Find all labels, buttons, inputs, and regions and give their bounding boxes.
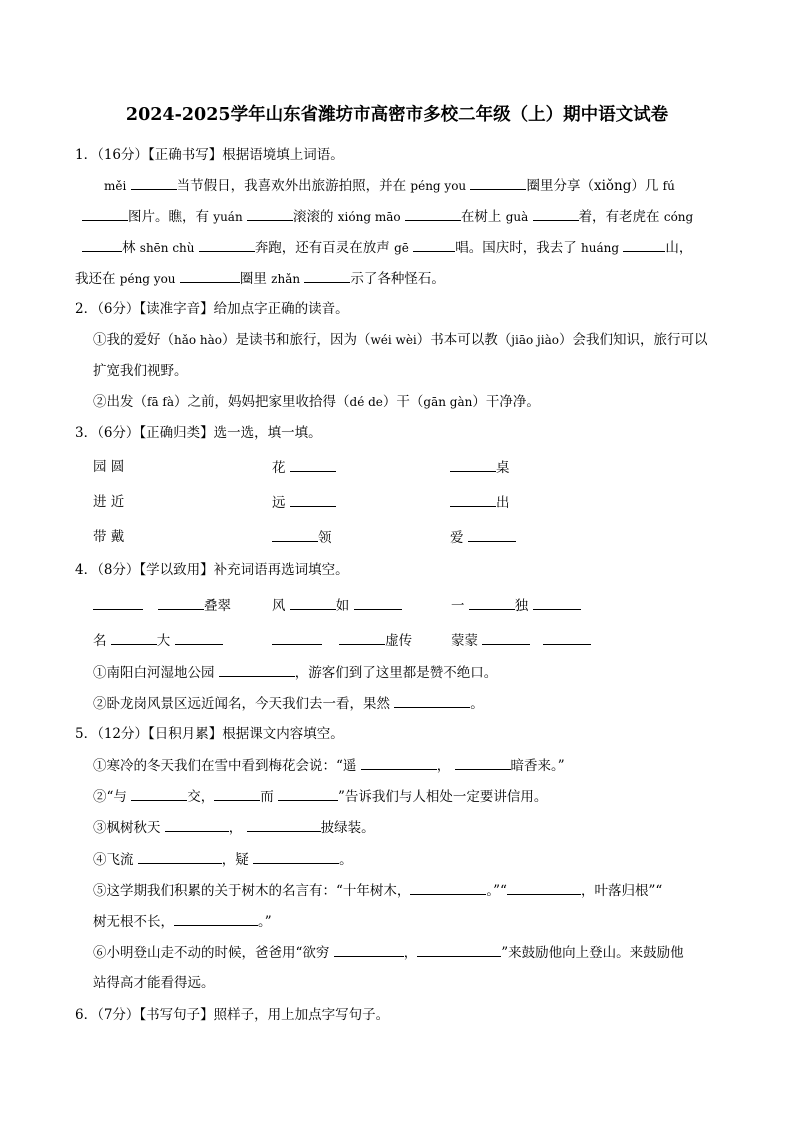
text: 当节假日，我喜欢外出旅游拍照，并在 (176, 178, 407, 194)
pinyin: huáng (581, 241, 620, 255)
text: 滚滚的 (292, 209, 334, 225)
text: 交， (187, 789, 215, 805)
text: ）之前，妈妈把家里收拾得（ (174, 394, 350, 410)
q2-line-2: 扩宽我们视野。 (93, 363, 188, 379)
text: ，游客们到了这里都是赞不绝口。 (294, 665, 498, 681)
blank[interactable] (158, 596, 204, 610)
q1-line-4 (75, 269, 445, 288)
q4-word (93, 631, 223, 650)
pinyin: fú (662, 179, 675, 193)
q5-sentence-4 (93, 850, 353, 869)
q3-pair-3: 带 戴 (93, 529, 125, 545)
blank[interactable] (272, 528, 318, 542)
pinyin: péng you (410, 179, 467, 193)
q5-number: 5． (75, 726, 98, 742)
blank[interactable] (174, 912, 258, 926)
blank[interactable] (623, 238, 665, 252)
blank[interactable] (247, 207, 293, 221)
blank[interactable] (533, 596, 581, 610)
pinyin-options: gān gàn (423, 395, 473, 409)
text: 出 (496, 495, 510, 511)
blank[interactable] (354, 596, 402, 610)
blank[interactable] (468, 528, 516, 542)
q4-sentence-1 (93, 663, 497, 682)
blank[interactable] (180, 269, 240, 283)
blank[interactable] (482, 631, 530, 645)
blank[interactable] (219, 663, 295, 677)
q6-header (75, 1006, 389, 1024)
q4-word (272, 631, 412, 650)
q1-line-1 (104, 176, 675, 195)
text: ③枫树秋天 (93, 820, 161, 836)
text: 独 (514, 598, 529, 614)
text: ， (436, 758, 451, 774)
text: 爱 (450, 530, 464, 546)
blank[interactable] (361, 756, 437, 770)
text: 桌 (496, 460, 510, 476)
q3-item (450, 493, 510, 512)
text: 着，有老虎在 (578, 209, 660, 225)
text: 大 (156, 633, 171, 649)
pinyin: cóng (663, 210, 694, 224)
pinyin-options: fā fà (147, 395, 175, 409)
text: 。 (470, 696, 484, 712)
pinyin: péng you (119, 272, 176, 286)
text: 而 (260, 789, 274, 805)
text: ”来鼓励他向上登山。来鼓励他 (501, 945, 684, 961)
blank[interactable] (131, 176, 177, 190)
blank[interactable] (111, 631, 157, 645)
q2-line-1 (93, 331, 707, 349)
blank[interactable] (290, 458, 336, 472)
q1-heading: （16分）【正确书写】根据语境填上词语。 (97, 147, 344, 163)
text: ④飞流 (93, 852, 134, 868)
text: 花 (272, 460, 286, 476)
blank[interactable] (131, 787, 187, 801)
pinyin-options: wéi wèi (370, 333, 417, 347)
text: ②卧龙岗风景区远近闻名，今天我们去一看，果然 (93, 696, 390, 712)
q1-line-3 (82, 238, 692, 257)
blank[interactable] (304, 269, 350, 283)
q3-item (272, 458, 336, 477)
q4-word (451, 631, 591, 650)
pinyin-options: dé de (349, 395, 383, 409)
pinyin: měi (104, 179, 127, 193)
blank[interactable] (410, 881, 486, 895)
q1-number: 1． (75, 147, 98, 163)
text: ）干净净。 (472, 394, 540, 410)
blank[interactable] (417, 943, 501, 957)
q3-item (450, 458, 510, 477)
blank[interactable] (290, 596, 336, 610)
text: ）是读书和旅行，因为（ (222, 332, 371, 348)
blank[interactable] (543, 631, 591, 645)
q4-word (158, 596, 231, 615)
blank[interactable] (165, 818, 229, 832)
q4-word (451, 596, 581, 615)
q3-item (450, 528, 516, 547)
q3-number: 3． (75, 425, 98, 441)
blank[interactable] (533, 207, 579, 221)
q5-header (75, 725, 344, 743)
pinyin-options: hǎo hào (174, 333, 223, 347)
text: 。”“ (486, 883, 507, 899)
q4-number: 4． (75, 562, 98, 578)
blank[interactable] (290, 493, 336, 507)
text: 风 (272, 598, 286, 614)
q5-sentence-8: 站得高才能看得远。 (93, 975, 215, 991)
q3-header (75, 424, 322, 442)
text: 示了各种怪石。 (350, 271, 445, 287)
q3-item (272, 528, 332, 547)
q4-word (93, 596, 143, 615)
text: 暗香来。” (510, 758, 565, 774)
q2-heading: （6分）【读准字音】给加点字正确的读音。 (97, 301, 349, 317)
q5-sentence-7 (93, 943, 684, 962)
blank[interactable] (450, 458, 496, 472)
pinyin: yuán (213, 210, 243, 224)
blank[interactable] (82, 238, 122, 252)
q2-line-3 (93, 393, 540, 411)
text: 名 (93, 633, 107, 649)
blank[interactable] (470, 176, 526, 190)
text: ①我的爱好（ (93, 332, 174, 348)
blank[interactable] (199, 238, 255, 252)
q4-header (75, 561, 349, 579)
text: 领 (318, 530, 332, 546)
blank[interactable] (175, 631, 223, 645)
q2-header (75, 300, 349, 318)
text: 远 (272, 495, 286, 511)
q2-number: 2． (75, 301, 98, 317)
text: 树无根不长， (93, 914, 174, 930)
blank[interactable] (253, 850, 339, 864)
text: ）书本可以教（ (416, 332, 512, 348)
text: 我还在 (75, 271, 116, 287)
pinyin: shēn chù (139, 241, 195, 255)
text: ”告诉我们与人相处一定要讲信用。 (338, 789, 548, 805)
text: 。” (258, 914, 272, 930)
text: ）干（ (382, 394, 424, 410)
q3-heading: （6分）【正确归类】选一选，填一填。 (97, 425, 322, 441)
pinyin-options: jiāo jiào (511, 333, 559, 347)
blank[interactable] (450, 493, 496, 507)
blank[interactable] (138, 850, 222, 864)
text: 奔跑，还有百灵在放声 (254, 240, 390, 256)
text: 叠翠 (204, 598, 231, 614)
q5-sentence-2 (93, 787, 547, 806)
q5-sentence-5 (93, 881, 662, 900)
pinyin: guà (505, 210, 529, 224)
q3-pair-2: 进 近 (93, 494, 125, 510)
blank[interactable] (334, 943, 404, 957)
q4-word (272, 596, 402, 615)
blank[interactable] (405, 207, 461, 221)
pinyin: zhǎn (271, 272, 301, 286)
q1-header (75, 146, 344, 164)
q3-item (272, 493, 336, 512)
text: 披绿装。 (320, 820, 375, 836)
text: 。 (339, 852, 353, 868)
blank[interactable] (82, 207, 128, 221)
text: ⑤这学期我们积累的关于树木的名言有：“十年树木， (93, 883, 411, 899)
q5-sentence-1 (93, 756, 565, 775)
text: 唱。国庆时，我去了 (455, 240, 577, 256)
blank[interactable] (507, 881, 581, 895)
q5-sentence-6 (93, 912, 272, 931)
blank[interactable] (339, 631, 385, 645)
text: ①寒冷的冬天我们在雪中看到梅花会说：“遥 (93, 758, 357, 774)
blank[interactable] (278, 787, 338, 801)
blank[interactable] (413, 238, 455, 252)
blank[interactable] (455, 756, 511, 770)
text: ， (228, 820, 243, 836)
q5-heading: （12分）【日积月累】根据课文内容填空。 (97, 726, 344, 742)
text: 林 (122, 240, 136, 256)
text: ， (403, 945, 418, 961)
text: 如 (335, 598, 350, 614)
text: ②出发（ (93, 394, 147, 410)
text: ，疑 (221, 852, 249, 868)
blank[interactable] (247, 818, 321, 832)
q5-sentence-3 (93, 818, 375, 837)
q4-heading: （8分）【学以致用】补充词语再选词填空。 (97, 562, 349, 578)
text: 一 (451, 598, 465, 614)
text: 圈里分享（xiǒng）几 (526, 178, 659, 194)
q3-pair-1: 园 圆 (93, 459, 125, 475)
text: 山， (665, 240, 693, 256)
text: ⑥小明登山走不动的时候，爸爸用“欲穷 (93, 945, 330, 961)
text: ①南阳白河湿地公园 (93, 665, 215, 681)
exam-title: 2024-2025学年山东省潍坊市高密市多校二年级（上）期中语文试卷 (125, 105, 669, 125)
q6-heading: （7分）【书写句子】照样子，用上加点字写句子。 (97, 1007, 390, 1023)
q4-sentence-2 (93, 694, 484, 713)
text: ，叶落归根”“ (580, 883, 663, 899)
text: 圈里 (239, 271, 267, 287)
text: ）会我们知识，旅行可以 (558, 332, 708, 348)
blank[interactable] (469, 596, 515, 610)
blank[interactable] (214, 787, 260, 801)
pinyin: xióng māo (337, 210, 401, 224)
blank[interactable] (394, 694, 470, 708)
pinyin: gē (394, 241, 409, 255)
text: 在树上 (460, 209, 502, 225)
blank[interactable] (272, 631, 322, 645)
text: 虚传 (385, 633, 413, 649)
text: 蒙蒙 (451, 633, 478, 649)
text: 图片。瞧，有 (128, 209, 209, 225)
q1-line-2 (82, 207, 693, 226)
blank[interactable] (93, 596, 143, 610)
text: ②“与 (93, 789, 127, 805)
q6-number: 6． (75, 1007, 98, 1023)
